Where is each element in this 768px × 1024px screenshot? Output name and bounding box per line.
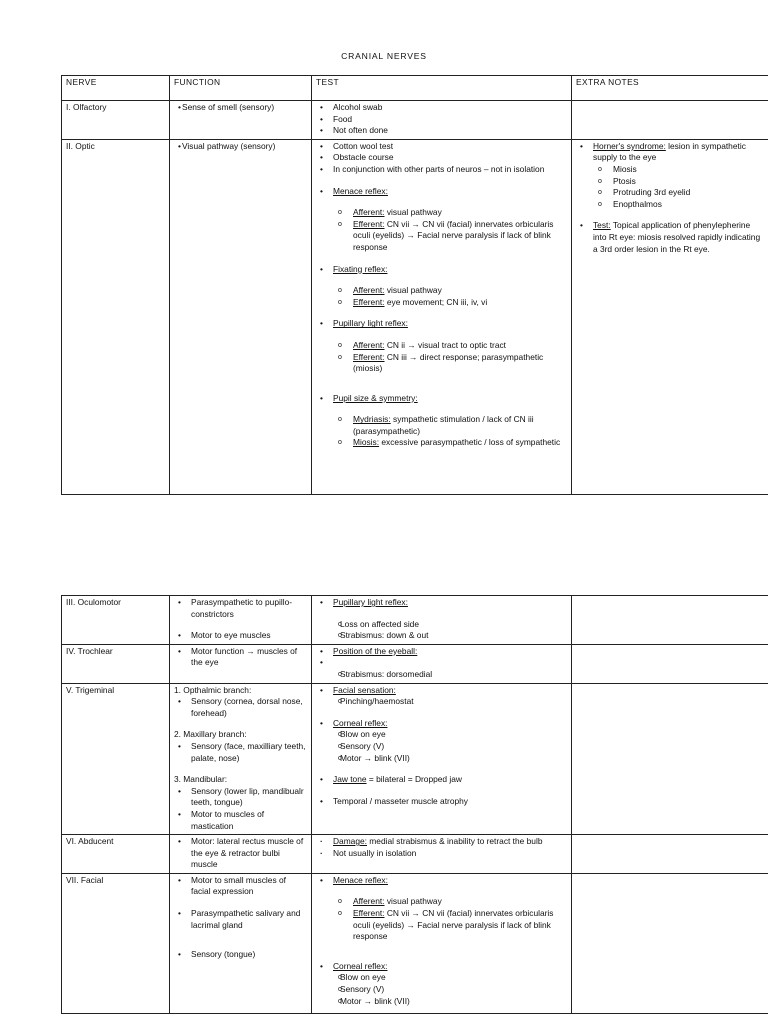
test-cell: [312, 835, 572, 874]
list-item: o Motor → blink (VII): [316, 753, 567, 765]
list-item: o Efferent: CN iii → direct response; parasympathetic (miosis): [316, 352, 567, 375]
position-heading: • Position of the eyeball:: [316, 646, 567, 658]
list-item: • Sensory (face, maxilliary teeth, palate, nose): [174, 741, 307, 764]
list-item: • Motor to muscles of mastication: [174, 809, 307, 832]
table-header-row: [62, 76, 768, 101]
list-item: • Sensory (lower lip, mandibualr teeth, tongue): [174, 786, 307, 809]
list-item: o Blow on eye: [316, 972, 567, 984]
test-cell: [312, 683, 572, 835]
test-note: • Test: Topical application of phenylepherine into Rt eye: miosis resolved rapidly indicating a 3rd order lesion in the Rt eye.: [576, 220, 764, 255]
table-row-abducent: [62, 835, 768, 874]
table-row-optic: [62, 139, 768, 494]
notes-cell: [572, 596, 768, 645]
header-nerve: NERVE: [62, 76, 170, 101]
pupil-size-heading: • Pupil size & symmetry:: [316, 393, 567, 405]
fixating-reflex-heading: • Fixating reflex:: [316, 264, 567, 276]
list-item: o Loss on affected side: [316, 619, 567, 631]
document-title: CRANIAL NERVES: [341, 51, 427, 61]
list-item: o Mydriasis: sympathetic stimulation / lack of CN iii (parasympathetic): [316, 414, 567, 437]
nerve-name: I. Olfactory: [62, 101, 170, 140]
list-item: • Sensory (cornea, dorsal nose, forehead): [174, 696, 307, 719]
list-item: o Efferent: eye movement; CN iii, iv, vi: [316, 297, 567, 309]
list-item: • Parasympathetic to pupillo-constrictors: [174, 597, 307, 620]
list-item: • Motor to small muscles of facial expression: [174, 875, 307, 898]
empty-bullet: [316, 657, 567, 669]
branch-heading: 2. Maxillary branch:: [174, 729, 247, 740]
pupillary-reflex-heading: • Pupillary light reflex:: [316, 318, 567, 330]
function-cell: [170, 873, 312, 1013]
list-item: • Obstacle course: [316, 152, 567, 164]
list-item: • Not often done: [316, 125, 567, 137]
list-item: • Food: [316, 114, 567, 126]
nerve-name: III. Oculomotor: [62, 596, 170, 645]
list-item: o Afferent: visual pathway: [316, 285, 567, 297]
cranial-nerves-table-2: [61, 595, 768, 1014]
list-item: o Afferent: visual pathway: [316, 207, 567, 219]
pupillary-reflex-heading: • Pupillary light reflex:: [316, 597, 567, 609]
test-cell: [312, 139, 572, 494]
list-item: • Alcohol swab: [316, 102, 567, 114]
function-cell: [170, 683, 312, 835]
notes-cell: [572, 683, 768, 835]
function-cell: [170, 596, 312, 645]
list-item: o Efferent: CN vii → CN vii (facial) innervates orbicularis oculi (eyelids) → Facial nerve paralysis if lack of blink response: [316, 219, 567, 254]
damage-item: · Damage: medial strabismus & inability to retract the bulb: [316, 836, 567, 848]
test-cell: [312, 644, 572, 683]
list-item: o Blow on eye: [316, 729, 567, 741]
notes-cell: [572, 873, 768, 1013]
list-item: • Temporal / masseter muscle atrophy: [316, 796, 567, 808]
jaw-tone-item: • Jaw tone = bilateral = Dropped jaw: [316, 774, 567, 786]
table-row-oculomotor: [62, 596, 768, 645]
notes-cell: [572, 644, 768, 683]
list-item: • Motor function → muscles of the eye: [174, 646, 307, 669]
list-item: • In conjunction with other parts of neuros – not in isolation: [316, 164, 567, 176]
facial-sensation-heading: • Facial sensation:: [316, 685, 567, 697]
corneal-reflex-heading: • Corneal reflex:: [316, 718, 567, 730]
list-item: • Motor: lateral rectus muscle of the eye & retractor bulbi muscle: [174, 836, 307, 871]
corneal-reflex-heading: • Corneal reflex:: [316, 961, 567, 973]
table-row-facial: [62, 873, 768, 1013]
test-cell: [312, 101, 572, 140]
test-cell: [312, 596, 572, 645]
nerve-name: V. Trigeminal: [62, 683, 170, 835]
list-item: o Miosis: excessive parasympathetic / loss of sympathetic: [316, 437, 567, 449]
list-item: • Sensory (tongue): [174, 949, 307, 961]
table-row-olfactory: [62, 101, 768, 140]
list-item: o Pinching/haemostat: [316, 696, 567, 708]
header-function: FUNCTION: [170, 76, 312, 101]
header-test: TEST: [312, 76, 572, 101]
function-cell: [170, 644, 312, 683]
list-item: o Sensory (V): [316, 984, 567, 996]
function-cell: [170, 835, 312, 874]
list-item: • Sense of smell (sensory): [174, 102, 307, 114]
list-item: o Miosis: [576, 164, 764, 176]
cranial-nerves-table-1: [61, 75, 768, 495]
list-item: o Afferent: CN ii → visual tract to optic tract: [316, 340, 567, 352]
function-cell: [170, 101, 312, 140]
list-item: o Enopthalmos: [576, 199, 764, 211]
list-item: o Afferent: visual pathway: [316, 896, 567, 908]
menace-reflex-heading: • Menace reflex:: [316, 875, 567, 887]
list-item: o Sensory (V): [316, 741, 567, 753]
function-cell: [170, 139, 312, 494]
list-item: • Parasympathetic salivary and lacrimal gland: [174, 908, 307, 931]
list-item: o Motor → blink (VII): [316, 996, 567, 1008]
notes-cell: [572, 835, 768, 874]
notes-cell: [572, 139, 768, 494]
table-row-trochlear: [62, 644, 768, 683]
nerve-name: II. Optic: [62, 139, 170, 494]
list-item: o Ptosis: [576, 176, 764, 188]
list-item: o Strabismus: down & out: [316, 630, 567, 642]
nerve-name: VI. Abducent: [62, 835, 170, 874]
test-cell: [312, 873, 572, 1013]
nerve-name: VII. Facial: [62, 873, 170, 1013]
list-item: o Efferent: CN vii → CN vii (facial) innervates orbicularis oculi (eyelids) → Facial nerve paralysis if lack of blink response: [316, 908, 567, 943]
list-item: · Not usually in isolation: [316, 848, 567, 860]
nerve-name: IV. Trochlear: [62, 644, 170, 683]
header-extra-notes: EXTRA NOTES: [572, 76, 768, 101]
list-item: • Cotton wool test: [316, 141, 567, 153]
table-row-trigeminal: [62, 683, 768, 835]
list-item: • Visual pathway (sensory): [174, 141, 307, 153]
notes-cell: [572, 101, 768, 140]
horners-syndrome-note: • Horner's syndrome: lesion in sympathetic supply to the eye: [576, 141, 764, 164]
branch-heading: 1. Opthalmic branch:: [174, 684, 252, 695]
menace-reflex-heading: • Menace reflex:: [316, 186, 567, 198]
branch-heading: 3. Mandibular:: [174, 774, 228, 785]
list-item: o Strabismus: dorsomedial: [316, 669, 567, 681]
list-item: • Motor to eye muscles: [174, 630, 307, 642]
list-item: o Protruding 3rd eyelid: [576, 187, 764, 199]
